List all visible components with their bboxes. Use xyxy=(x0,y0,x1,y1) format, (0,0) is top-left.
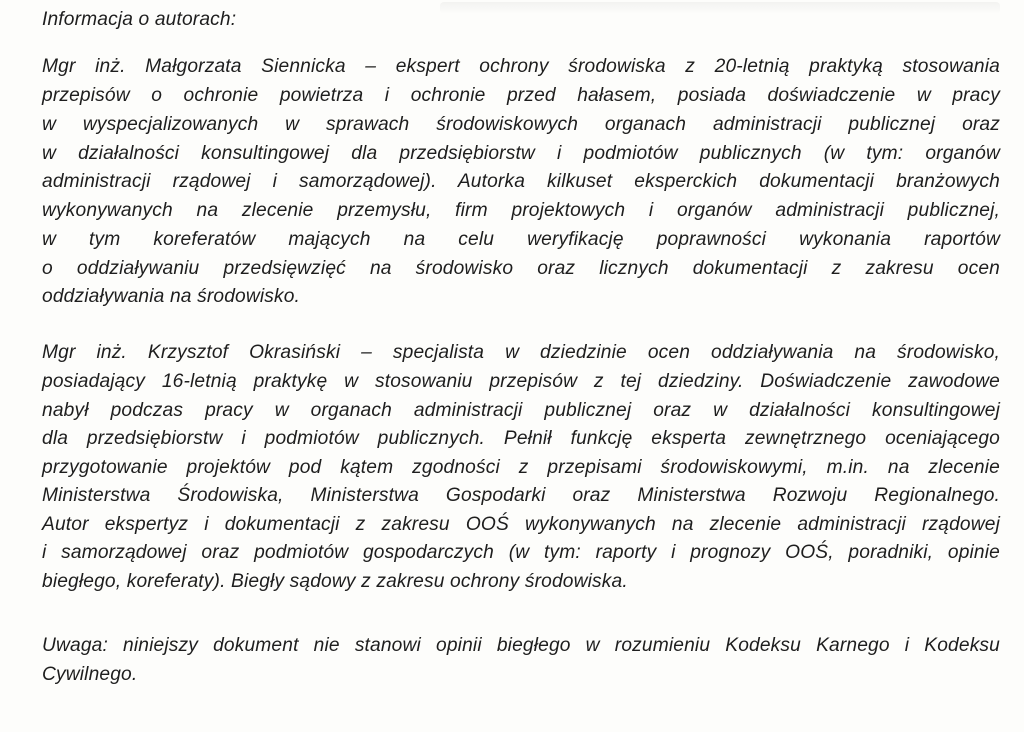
paragraph-line: Autor ekspertyz i dokumentacji z zakresu OOŚ wykonywanych na zlecenie administracji rządowej xyxy=(42,514,1000,535)
paragraph-line: i samorządowej oraz podmiotów gospodarczych (w tym: raporty i prognozy OOŚ, poradniki, opinie xyxy=(42,542,1000,563)
note-line: Uwaga: niniejszy dokument nie stanowi opinii biegłego w rozumieniu Kodeksu Karnego i Kodeksu xyxy=(42,635,1000,656)
section-heading: Informacja o autorach: xyxy=(42,9,237,30)
paragraph-line: w działalności konsultingowej dla przedsiębiorstw i podmiotów publicznych (w tym: organów xyxy=(42,143,1000,164)
paragraph-line: oddziaływania na środowisko. xyxy=(42,286,301,307)
paragraph-line: Ministerstwa Środowiska, Ministerstwa Gospodarki oraz Ministerstwa Rozwoju Regionalnego. xyxy=(42,485,1000,506)
paragraph-line: w wyspecjalizowanych w sprawach środowiskowych organach administracji publicznej oraz xyxy=(42,114,1000,135)
paragraph-line: administracji rządowej i samorządowej). Autorka kilkuset eksperckich dokumentacji branżowych xyxy=(42,171,1000,192)
paragraph-line: wykonywanych na zlecenie przemysłu, firm projektowych i organów administracji publicznej, xyxy=(42,200,1000,221)
paragraph-line: o oddziaływaniu przedsięwzięć na środowisko oraz licznych dokumentacji z zakresu ocen xyxy=(42,258,1000,279)
paragraph-line: dla przedsiębiorstw i podmiotów publicznych. Pełnił funkcję eksperta zewnętrznego oceniającego xyxy=(42,428,1000,449)
paragraph-line: posiadający 16-letnią praktykę w stosowaniu przepisów z tej dziedziny. Doświadczenie zawodowe xyxy=(42,371,1000,392)
paragraph-line: nabył podczas pracy w organach administracji publicznej oraz w działalności konsultingowej xyxy=(42,400,1000,421)
paragraph-line: przepisów o ochronie powietrza i ochronie przed hałasem, posiada doświadczenie w pracy xyxy=(42,85,1000,106)
paragraph-line: biegłego, koreferaty). Biegły sądowy z zakresu ochrony środowiska. xyxy=(42,571,628,592)
paragraph-line: Mgr inż. Krzysztof Okrasiński – specjalista w dziedzinie ocen oddziaływania na środowisko, xyxy=(42,342,1000,363)
paragraph-line: w tym koreferatów mających na celu weryfikację poprawności wykonania raportów xyxy=(42,229,1000,250)
paragraph-line: Mgr inż. Małgorzata Siennicka – ekspert ochrony środowiska z 20-letnią praktyką stosowania xyxy=(42,56,1000,77)
note-line: Cywilnego. xyxy=(42,664,138,685)
paragraph-line: przygotowanie projektów pod kątem zgodności z przepisami środowiskowymi, m.in. na zlecenie xyxy=(42,457,1000,478)
